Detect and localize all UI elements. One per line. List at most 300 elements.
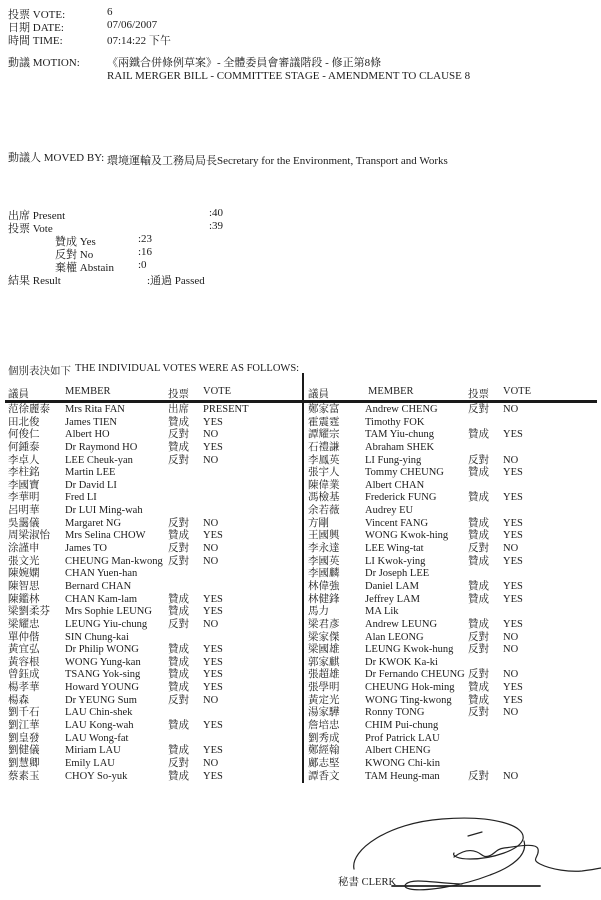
vote-value-zh: 反對 — [168, 454, 189, 466]
vote-table-row — [300, 632, 601, 645]
member-name-en: Andrew CHENG — [365, 404, 438, 415]
vote-table-row — [0, 720, 302, 733]
vote-value-en: YES — [203, 669, 223, 681]
member-name-zh: 呂明華 — [8, 505, 40, 517]
member-name-en: Timothy FOK — [365, 416, 425, 428]
vote-value-en: NO — [503, 404, 519, 415]
vote-value-zh: 贊成 — [168, 416, 189, 428]
vote-value-en: NO — [503, 707, 519, 719]
vote-table-row — [300, 543, 601, 556]
vote-value-zh: 贊成 — [468, 530, 489, 542]
vote-value-en: YES — [503, 580, 523, 592]
member-name-en: Prof Patrick LAU — [365, 732, 440, 744]
vote-number-value: 6 — [107, 6, 113, 18]
member-name-en: LEE Wing-tat — [365, 543, 424, 555]
vote-value-zh: 反對 — [168, 517, 189, 529]
vote-table-row — [300, 530, 601, 543]
vote-value-zh: 贊成 — [168, 530, 189, 542]
vote-value-en: YES — [203, 441, 223, 453]
member-name-zh: 詹培忠 — [308, 720, 340, 732]
vote-table-row — [300, 505, 601, 518]
vote-table-row — [300, 771, 601, 784]
vote-table-row — [300, 581, 601, 594]
motion-label: 動議 MOTION: — [8, 57, 80, 69]
vote-table-row — [0, 492, 302, 505]
member-name-zh: 劉皇發 — [8, 732, 40, 744]
member-name-en: TSANG Yok-sing — [65, 669, 141, 681]
member-name-zh: 余若薇 — [308, 505, 340, 517]
vote-table-row — [300, 758, 601, 771]
member-name-en: CHEUNG Man-kwong — [65, 555, 163, 567]
member-name-en: Mrs Selina CHOW — [65, 530, 146, 542]
member-name-en: Dr David LI — [65, 479, 117, 491]
member-name-zh: 周梁淑怡 — [8, 530, 50, 542]
vote-table-row — [0, 429, 302, 442]
member-name-zh: 劉秀成 — [308, 732, 340, 744]
vote-value-zh: 反對 — [168, 694, 189, 706]
vote-value-en: YES — [203, 682, 223, 694]
vote-value-en: NO — [503, 770, 519, 782]
yes-count-label: 贊成 Yes — [55, 236, 96, 248]
member-name-zh: 陳智思 — [8, 580, 40, 592]
member-name-en: Daniel LAM — [365, 580, 419, 592]
member-name-en: CHAN Kam-lam — [65, 593, 138, 605]
member-name-en: Alan LEONG — [365, 631, 424, 643]
member-name-en: Dr KWOK Ka-ki — [365, 656, 438, 668]
vote-table-row — [300, 568, 601, 581]
member-name-en: James TIEN — [65, 416, 118, 428]
vote-table-row — [0, 467, 302, 480]
moved-by-value: 環境運輸及工務局局長Secretary for the Environment, Transport and Works — [107, 155, 448, 167]
member-name-en: WONG Kwok-hing — [365, 530, 449, 542]
vote-value-zh: 反對 — [468, 543, 489, 555]
header-member-en-left: MEMBER — [65, 386, 111, 397]
present-value: :40 — [209, 207, 224, 219]
member-name-zh: 林健鋒 — [308, 593, 340, 605]
yes-count-row — [0, 233, 601, 246]
table-header-row — [0, 386, 601, 399]
vote-table-row — [300, 518, 601, 531]
time-value: 07:14:22 下午 — [107, 35, 171, 47]
vote-table-row — [300, 594, 601, 607]
no-count-row — [0, 246, 601, 259]
header-vote-zh-left: 投票 — [168, 389, 189, 400]
votes-column-right — [300, 404, 601, 783]
moved-by-label: 動議人 MOVED BY: — [8, 152, 105, 164]
date-row — [0, 19, 601, 32]
present-row — [0, 207, 601, 220]
vote-value-zh: 反對 — [468, 669, 489, 681]
result-value: :通過 Passed — [147, 275, 205, 287]
vote-table-row — [0, 568, 302, 581]
vote-table-row — [0, 733, 302, 746]
time-label: 時間 TIME: — [8, 35, 63, 47]
member-name-zh: 楊森 — [8, 694, 29, 706]
votes-column-left — [0, 404, 302, 783]
member-name-en: MA Lik — [365, 606, 399, 618]
member-name-en: Frederick FUNG — [365, 492, 437, 504]
vote-value-en: NO — [203, 694, 219, 706]
vote-value-en: YES — [503, 694, 523, 706]
member-name-en: Tommy CHEUNG — [365, 467, 444, 479]
vote-value-en: YES — [203, 530, 223, 542]
time-row — [0, 32, 601, 45]
vote-value-zh: 贊成 — [168, 682, 189, 694]
member-name-en: LEE Cheuk-yan — [65, 454, 133, 466]
abstain-count-value: :0 — [138, 259, 147, 271]
member-name-zh: 單仲偕 — [8, 631, 40, 643]
vote-table-row — [300, 669, 601, 682]
vote-table-row — [300, 606, 601, 619]
member-name-zh: 方剛 — [308, 517, 329, 529]
vote-value-en: YES — [203, 416, 223, 428]
member-name-zh: 李永達 — [308, 543, 340, 555]
member-name-en: LAU Wong-fat — [65, 732, 129, 744]
vote-table-row — [0, 480, 302, 493]
vote-table-row — [300, 657, 601, 670]
member-name-zh: 李國英 — [308, 555, 340, 567]
vote-value-en: NO — [503, 644, 519, 656]
vote-value-zh: 贊成 — [468, 618, 489, 630]
vote-table-row — [0, 619, 302, 632]
vote-value-en: NO — [503, 543, 519, 555]
vote-value-en: YES — [203, 656, 223, 668]
vote-value-en: NO — [503, 631, 519, 643]
member-name-zh: 何鍾泰 — [8, 441, 40, 453]
present-label: 出席 Present — [8, 210, 66, 222]
member-name-en: Albert CHENG — [365, 745, 431, 757]
member-name-zh: 陳鑑林 — [8, 593, 40, 605]
member-name-en: WONG Yung-kan — [65, 656, 141, 668]
member-name-zh: 吳靄儀 — [8, 517, 40, 529]
vote-value-zh: 贊成 — [168, 669, 189, 681]
vote-value-zh: 贊成 — [468, 580, 489, 592]
member-name-zh: 張宇人 — [308, 467, 340, 479]
member-name-zh: 楊孝華 — [8, 682, 40, 694]
vote-value-zh: 贊成 — [168, 441, 189, 453]
member-name-en: Miriam LAU — [65, 745, 121, 757]
vote-table-row — [0, 644, 302, 657]
vote-table-row — [0, 606, 302, 619]
member-name-en: Dr YEUNG Sum — [65, 694, 137, 706]
member-name-en: CHOY So-yuk — [65, 770, 128, 782]
vote-value-zh: 反對 — [468, 404, 489, 415]
vote-value-en: NO — [503, 669, 519, 681]
date-value: 07/06/2007 — [107, 19, 158, 31]
vote-value-zh: 贊成 — [168, 606, 189, 618]
vote-table-row — [300, 619, 601, 632]
member-name-zh: 王國興 — [308, 530, 340, 542]
member-name-en: Audrey EU — [365, 505, 414, 517]
vote-value-zh: 出席 — [168, 404, 189, 415]
member-name-en: LI Kwok-ying — [365, 555, 426, 567]
member-name-en: Martin LEE — [65, 467, 116, 479]
vote-value-en: YES — [503, 467, 523, 479]
vote-value-zh: 反對 — [168, 618, 189, 630]
vote-value-en: NO — [203, 757, 219, 769]
vote-table-row — [0, 669, 302, 682]
member-name-en: Mrs Rita FAN — [65, 404, 125, 415]
vote-value-en: YES — [203, 720, 223, 732]
vote-value-en: NO — [203, 543, 219, 555]
member-name-zh: 李柱銘 — [8, 467, 40, 479]
vote-table-row — [0, 543, 302, 556]
vote-table-row — [0, 707, 302, 720]
member-name-zh: 譚香文 — [308, 770, 340, 782]
member-name-zh: 黃定光 — [308, 694, 340, 706]
member-name-zh: 郭家麒 — [308, 656, 340, 668]
vote-table-row — [300, 720, 601, 733]
vote-table-row — [0, 442, 302, 455]
vote-table-row — [0, 505, 302, 518]
member-name-en: Emily LAU — [65, 757, 115, 769]
member-name-en: James TO — [65, 543, 107, 555]
vote-table-row — [300, 733, 601, 746]
member-name-en: Andrew LEUNG — [365, 618, 438, 630]
header-vote-en-right: VOTE — [503, 386, 531, 397]
vote-table-row — [300, 745, 601, 758]
no-count-label: 反對 No — [55, 249, 94, 261]
result-row — [0, 272, 601, 285]
vote-value-en: YES — [503, 429, 523, 441]
member-name-zh: 張超雄 — [308, 669, 340, 681]
vote-value-zh: 反對 — [468, 631, 489, 643]
member-name-zh: 劉健儀 — [8, 745, 40, 757]
vote-table-row — [300, 695, 601, 708]
date-label: 日期 DATE: — [8, 22, 64, 34]
member-name-zh: 鄭家富 — [308, 404, 340, 415]
vote-value-zh: 反對 — [468, 644, 489, 656]
member-name-zh: 黃宜弘 — [8, 644, 40, 656]
vote-value-en: YES — [203, 593, 223, 605]
vote-value-en: NO — [203, 618, 219, 630]
vote-value-zh: 反對 — [168, 543, 189, 555]
member-name-en: LAU Kong-wah — [65, 720, 134, 732]
member-name-en: Margaret NG — [65, 517, 122, 529]
member-name-zh: 張學明 — [308, 682, 340, 694]
member-name-zh: 梁君彥 — [308, 618, 340, 630]
vote-value-zh: 反對 — [468, 454, 489, 466]
vote-value-zh: 贊成 — [168, 770, 189, 782]
vote-total-label: 投票 Vote — [8, 223, 53, 235]
header-member-zh-left: 議員 — [8, 389, 29, 400]
member-name-en: LEUNG Kwok-hung — [365, 644, 454, 656]
vote-table-row — [300, 442, 601, 455]
vote-value-en: YES — [503, 517, 523, 529]
vote-table-row — [0, 530, 302, 543]
vote-value-zh: 贊成 — [468, 555, 489, 567]
member-name-en: KWONG Chi-kin — [365, 757, 440, 769]
member-name-en: Mrs Sophie LEUNG — [65, 606, 152, 618]
vote-table-row — [0, 556, 302, 569]
vote-table-row — [300, 429, 601, 442]
vote-number-label: 投票 VOTE: — [8, 9, 66, 21]
member-name-en: LEUNG Yiu-chung — [65, 618, 148, 630]
header-member-en-right: MEMBER — [368, 386, 414, 397]
yes-count-value: :23 — [138, 233, 153, 245]
vote-table-row — [0, 417, 302, 430]
vote-value-zh: 贊成 — [468, 694, 489, 706]
vote-table-row — [0, 745, 302, 758]
vote-value-en: NO — [503, 454, 519, 466]
vote-value-zh: 贊成 — [468, 492, 489, 504]
vote-table-row — [0, 581, 302, 594]
vote-value-en: YES — [203, 644, 223, 656]
member-name-zh: 石禮謙 — [308, 441, 340, 453]
motion-text-en: RAIL MERGER BILL - COMMITTEE STAGE - AMENDMENT TO CLAUSE 8 — [107, 70, 471, 82]
member-name-zh: 鄭經翰 — [308, 745, 340, 757]
vote-value-zh: 贊成 — [168, 644, 189, 656]
vote-table-row — [0, 657, 302, 670]
member-name-zh: 湯家驊 — [308, 707, 340, 719]
member-name-en: Albert CHAN — [365, 479, 425, 491]
vote-table-row — [300, 417, 601, 430]
member-name-en: Dr Raymond HO — [65, 441, 138, 453]
header-rule — [5, 400, 597, 403]
header-member-zh-right: 議員 — [308, 389, 329, 400]
member-name-en: TAM Heung-man — [365, 770, 440, 782]
member-name-en: Albert HO — [65, 429, 110, 441]
vote-value-en: PRESENT — [203, 404, 249, 415]
vote-table-row — [0, 771, 302, 784]
clerk-label: 秘書 CLERK — [338, 877, 397, 888]
table-caption-zh: 個別表決如下 — [8, 366, 71, 377]
abstain-count-row — [0, 259, 601, 272]
vote-table-row — [300, 707, 601, 720]
member-name-en: CHEUNG Hok-ming — [365, 682, 455, 694]
vote-total-row — [0, 220, 601, 233]
vote-table-row — [0, 695, 302, 708]
member-name-en: Abraham SHEK — [365, 441, 435, 453]
vote-value-en: NO — [203, 517, 219, 529]
vote-value-zh: 贊成 — [468, 429, 489, 441]
member-name-en: LI Fung-ying — [365, 454, 422, 466]
vote-value-zh: 贊成 — [468, 682, 489, 694]
member-name-en: TAM Yiu-chung — [365, 429, 435, 441]
vote-value-zh: 反對 — [168, 429, 189, 441]
member-name-zh: 梁國雄 — [308, 644, 340, 656]
vote-value-en: YES — [503, 618, 523, 630]
member-name-zh: 李鳳英 — [308, 454, 340, 466]
vote-table-row — [300, 467, 601, 480]
abstain-count-label: 棄權 Abstain — [55, 262, 114, 274]
vote-value-en: YES — [203, 770, 223, 782]
vote-value-en: YES — [203, 606, 223, 618]
member-name-zh: 李卓人 — [8, 454, 40, 466]
vote-total-value: :39 — [209, 220, 224, 232]
member-name-zh: 劉江華 — [8, 720, 40, 732]
vote-value-zh: 贊成 — [468, 517, 489, 529]
vote-table-row — [300, 455, 601, 468]
vote-value-en: YES — [203, 745, 223, 757]
member-name-en: CHIM Pui-chung — [365, 720, 439, 732]
member-name-en: Dr Joseph LEE — [365, 568, 430, 580]
vote-value-zh: 反對 — [168, 757, 189, 769]
vote-value-zh: 反對 — [168, 555, 189, 567]
member-name-en: Dr LUI Ming-wah — [65, 505, 143, 517]
member-name-zh: 梁劉柔芬 — [8, 606, 50, 618]
vote-table-row — [300, 682, 601, 695]
vote-value-zh: 反對 — [468, 770, 489, 782]
member-name-zh: 梁家傑 — [308, 631, 340, 643]
member-name-zh: 范徐麗泰 — [8, 404, 50, 415]
member-name-zh: 曾鈺成 — [8, 669, 40, 681]
member-name-zh: 李國寶 — [8, 479, 40, 491]
no-count-value: :16 — [138, 246, 153, 258]
vote-number-row — [0, 6, 601, 19]
member-name-en: CHAN Yuen-han — [65, 568, 138, 580]
member-name-zh: 李華明 — [8, 492, 40, 504]
member-name-zh: 林偉強 — [308, 580, 340, 592]
vote-value-en: NO — [203, 454, 219, 466]
motion-text-zh: 《兩鐵合併條例草案》- 全體委員會審議階段 - 修正第8條 — [107, 57, 382, 69]
vote-table-row — [0, 594, 302, 607]
vote-value-en: NO — [203, 429, 219, 441]
vote-value-en: YES — [503, 682, 523, 694]
header-vote-en-left: VOTE — [203, 386, 231, 397]
member-name-zh: 梁耀忠 — [8, 618, 40, 630]
member-name-zh: 張文光 — [8, 555, 40, 567]
member-name-zh: 霍震霆 — [308, 416, 340, 428]
member-name-en: Howard YOUNG — [65, 682, 139, 694]
member-name-en: Bernard CHAN — [65, 580, 132, 592]
vote-value-zh: 贊成 — [168, 720, 189, 732]
member-name-zh: 陳婉嫻 — [8, 568, 40, 580]
vote-value-zh: 贊成 — [168, 593, 189, 605]
vote-table-row — [0, 758, 302, 771]
vote-table-row — [0, 682, 302, 695]
header-vote-zh-right: 投票 — [468, 389, 489, 400]
vote-value-en: NO — [203, 555, 219, 567]
vote-value-zh: 贊成 — [168, 656, 189, 668]
vote-table-row — [300, 480, 601, 493]
member-name-zh: 黃容根 — [8, 656, 40, 668]
vote-value-en: YES — [503, 593, 523, 605]
vote-value-en: YES — [503, 555, 523, 567]
member-name-en: Ronny TONG — [365, 707, 425, 719]
vote-value-zh: 贊成 — [468, 467, 489, 479]
member-name-zh: 李國麟 — [308, 568, 340, 580]
vote-table-row — [0, 632, 302, 645]
member-name-en: WONG Ting-kwong — [365, 694, 452, 706]
member-name-zh: 劉慧卿 — [8, 757, 40, 769]
table-caption-en: THE INDIVIDUAL VOTES WERE AS FOLLOWS: — [75, 363, 300, 374]
member-name-en: Dr Fernando CHEUNG — [365, 669, 465, 681]
member-name-en: LAU Chin-shek — [65, 707, 133, 719]
motion-text — [107, 57, 470, 83]
member-name-en: SIN Chung-kai — [65, 631, 129, 643]
member-name-en: Dr Philip WONG — [65, 644, 139, 656]
vote-value-en: YES — [503, 530, 523, 542]
vote-table-row — [300, 492, 601, 505]
member-name-zh: 劉千石 — [8, 707, 40, 719]
member-name-zh: 何俊仁 — [8, 429, 40, 441]
member-name-zh: 蔡素玉 — [8, 770, 40, 782]
member-name-en: Fred LI — [65, 492, 97, 504]
individual-votes-table — [0, 383, 601, 793]
vote-table-row — [0, 455, 302, 468]
member-name-zh: 譚耀宗 — [308, 429, 340, 441]
vote-table-row — [300, 404, 601, 417]
member-name-zh: 馬力 — [308, 606, 329, 618]
vote-value-en: YES — [503, 492, 523, 504]
member-name-en: Jeffrey LAM — [365, 593, 420, 605]
member-name-zh: 田北俊 — [8, 416, 40, 428]
vote-table-row — [0, 518, 302, 531]
member-name-zh: 陳偉業 — [308, 479, 340, 491]
result-label: 結果 Result — [8, 275, 61, 287]
member-name-en: Vincent FANG — [365, 517, 429, 529]
